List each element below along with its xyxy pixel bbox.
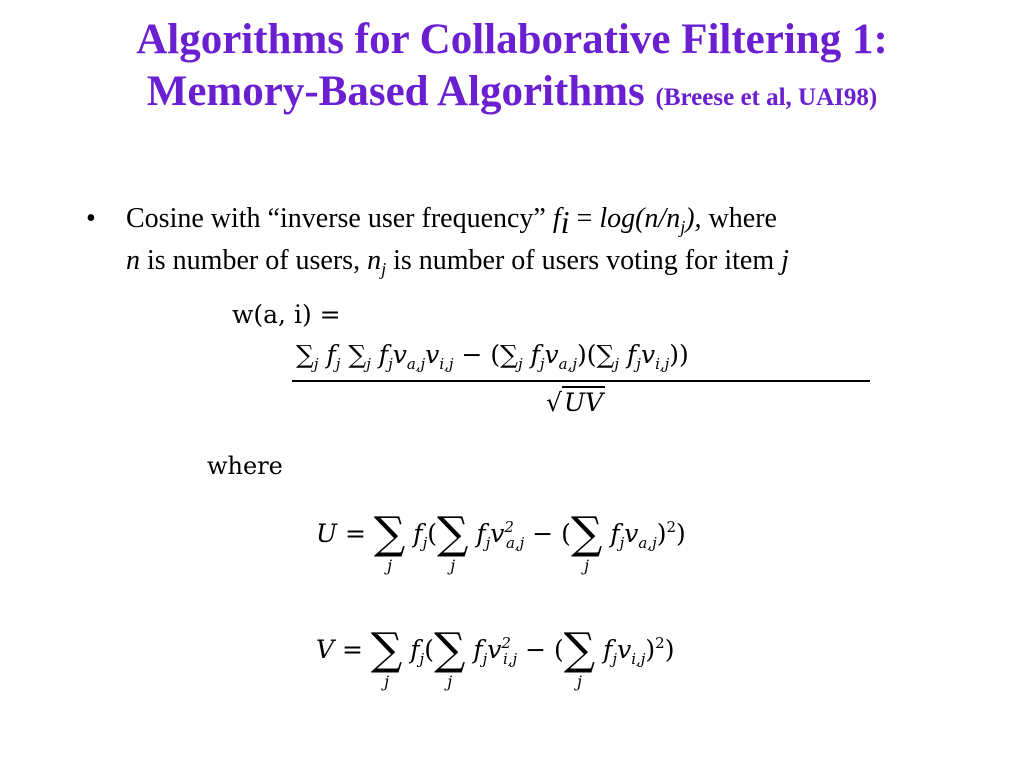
sigma-icon: ∑ [370,624,403,675]
fraction-bar [292,380,870,382]
sigma-icon: ∑ [570,508,603,559]
bullet-eq: = [569,203,600,234]
bullet-nj-sub: j [381,259,387,279]
title-main: Memory-Based Algorithms [146,68,645,115]
bullet-j: j [781,245,789,276]
bullet-text-b: where [701,203,777,234]
sqrt-icon: √ [546,388,562,417]
sigma-icon: ∑ [433,624,466,675]
bullet-marker: • [86,203,96,234]
sigma-icon: ∑ [436,508,469,559]
bullet-log: log(n/n [599,203,681,234]
bullet-log-sub: j [680,217,686,237]
title-line-1: Algorithms for Collaborative Filtering 1: [136,16,888,63]
sigma-icon: ∑ [563,624,596,675]
sum-icon: ∑ [296,340,314,369]
bullet-text [126,198,966,282]
title-line-2 [0,66,1024,124]
bullet-f: f [552,203,561,234]
bullet-text-a: Cosine with “inverse user frequency” [126,203,553,234]
formula-V: V = ∑ j $f_j(\sum$ j $f_jv^2_{i,j}$ − (∑ j $f_jv_{i,j})^2$) [316,624,675,691]
formula-lhs: w(a, i) = [232,300,341,329]
formula-numerator: $\sum_j$ $f_j$ $\sum_j$ $f_jv_{a,j}v_{i,j} - (\sum_j$ $f_jv_{a,j})(\sum_j$ $f_jv_{i,j}$)) [296,340,689,373]
title-citation: (Breese et al, UAI98) [655,84,878,111]
bullet-text-c: is number of users, [140,245,368,276]
bullet-nj: n [367,245,382,276]
bullet-log-close: ), [685,203,702,234]
sigma-icon: ∑ [373,508,406,559]
formula-U: U = ∑ j $f_j(\sum$ j $f_jv^2_{a,j}$ − (∑ j $f_jv_{a,j})^2$) [316,508,686,575]
slide-title [0,14,1024,124]
formula-denominator: √UV [546,388,604,417]
bullet-f-sub: i [560,204,570,240]
bullet-n: n [126,245,140,276]
bullet-text-d: is number of users voting for item [386,245,782,276]
where-label: where [207,452,283,480]
